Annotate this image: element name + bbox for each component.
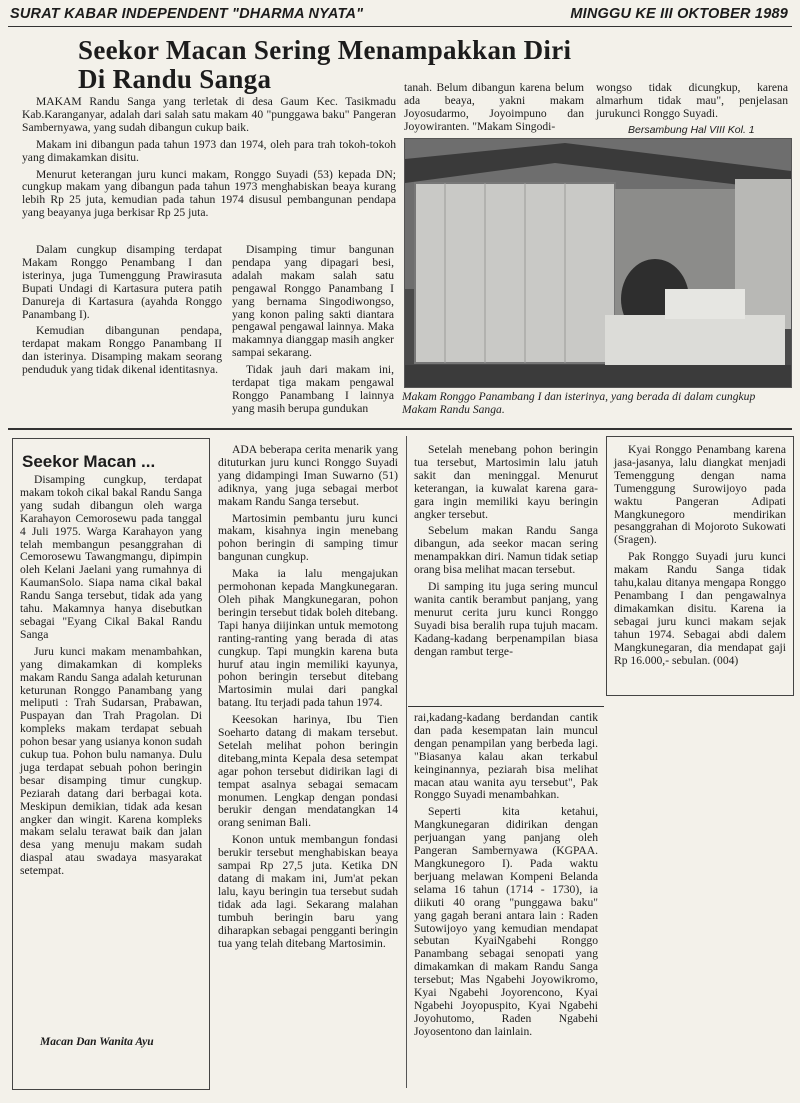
paragraph: Dalam cungkup disamping terdapat Makam Ronggo Penambang I dan isterinya, juga Tumenggung Prawirasuta Bupati Undagi di Kartasura putera patih Danureja di Kartasura (ayahda Ronggo Panambang I). <box>22 243 222 321</box>
section-divider <box>8 428 792 430</box>
tomb-photo <box>404 138 792 388</box>
top-column-2 <box>232 244 394 420</box>
paragraph: rai,kadang-kadang berdandan cantik dan pada kesempatan lain muncul dengan penampilan yang berbeda lagi. "Biasanya kalau akan terkabul keinginannya, peziarah bisa melihat macan atau wanita ayu tersebut", Pak Ronggo Suyadi menambahkan. <box>414 711 598 802</box>
paragraph: Disamping cungkup, terdapat makam tokoh cikal bakal Randu Sanga yang sudah dibangun oleh warga Karahayon Cemorosewu pada tanggal 4 Juli 1975. Warga Karahayon yang telah membangun pesanggrahan di Cemorosewu Tawangmangu, dipimpin oleh Kelani Jaelani yang rumahnya di KaumanSolo. Siapa nama cikal bakal Randu Sanga tersebut, tidak ada yang tahu. Makamnya hanya disebutkan sebagai "Eyang Cikal Bakal Randu Sanga <box>20 473 202 641</box>
paragraph: Makam ini dibangun pada tahun 1973 dan 1974, oleh para trah tokoh-tokoh yang dimakamkan disitu. <box>22 137 396 164</box>
paragraph: Setelah menebang pohon beringin tua tersebut, Martosimin lalu jatuh sakit dan meninggal. Menurut keterangan, ia kuwalat karena gara-gara ingin memiliki kayu beringin angker tersebut. <box>414 443 598 521</box>
tomb-photo-illustration <box>405 139 791 387</box>
continued-note: Bersambung Hal VIII Kol. 1 <box>628 124 755 136</box>
masthead-rule <box>8 26 792 27</box>
section2-column-4 <box>614 444 786 671</box>
paragraph: Disamping timur bangunan pendapa yang dipagari besi, adalah makam salah satu pengawal Ronggo Panambang I yang bernama Singodiwongso, yang konon paling sakti diantara pengawal pengawal lainnya. Maka makamnya dianggap masih angker sampai sekarang. <box>232 243 394 360</box>
paragraph: Seperti kita ketahui, Mangkunegaran didirikan dengan perjuangan yang panjang oleh Pangeran Sambernyawa (KGPAA. Mangkunegoro I). Pada waktu berjuang melawan Kompeni Belanda selama 16 tahun (1714 - 1730), ia diikuti 40 orang "punggawa baku" yang gagah berani antara lain : Raden Sutowijoyo yang kemudian mendapat sebutan KyaiNgabehi Ronggo Panambang sebagai senopati yang dimakamkan di makam Randu Sanga tersebut; Mas Ngabehi Joyowikromo, Kyai Ngabehi Joyorencono, Kyai Ngabehi Joyopuspito, Kyai Ngabehi Joyohutomo, Raden Ngabehi Joyosentono dan lainlain. <box>414 805 598 1038</box>
paragraph: Pak Ronggo Suyadi juru kunci makam Randu Sanga tidak tahu,kalau ditanya mengapa Ronggo Penambang I dan pengawalnya dimakamkan disitu. Karena ia sebagai juru kunci makam sejak tahun 1974. Sebagai abdi dalem Mangkunegaran, dia mendapat gaji Rp 16.000,- sebulan. (004) <box>614 550 786 667</box>
masthead-paper-name: SURAT KABAR INDEPENDENT "DHARMA NYATA" <box>10 6 364 22</box>
headline-line1: Seekor Macan Sering Menampakkan Diri <box>78 35 572 65</box>
top-column-1 <box>22 244 222 381</box>
column-rule <box>406 436 407 1088</box>
paragraph: Tidak jauh dari makam ini, terdapat tiga makam pengawal Ronggo Panambang I lainnya yang masih berupa gundukan <box>232 363 394 415</box>
paragraph: Sebelum makan Randu Sanga dibangun, ada seekor macan sering menampakkan diri. Namun tidak setiap orang bisa melihat macan tersebut. <box>414 524 598 577</box>
section2-column-3-top <box>414 444 598 663</box>
paragraph: wongso tidak dicungkup, karena almarhum tidak mau", penjelasan jurukunci Ronggo Suyadi. <box>596 81 788 120</box>
top-intro-column <box>22 96 396 224</box>
paragraph: Juru kunci makam menambahkan, yang dimakamkan di kompleks makam Randu Sanga adalah keturunan keturunan Ronggo Panambang yang meliputi : Trah Sudarsan, Prabawan, Puspayan dan Trah Pragolan. Di kompleks makam terdapat sebuah pohon besar yang usianya konon sudah cukup tua. Pohon bulu namanya. Dulu juga terdapat sebuah pohon beringin besar disamping timur cungkup. Peziarah datang dari berbagai kota. Meskipun demikian, tidak ada kesan angker dan wingit. Karena kompleks makam selalu terawat baik dan jalan desa yang menuju makam sudah diaspal atau swadaya masyarakat setempat. <box>20 644 202 878</box>
section2-column-3-bottom <box>414 712 598 1043</box>
paragraph: ADA beberapa cerita menarik yang dituturkan juru kunci Ronggo Suyadi yang didampingi Iman Suwarno (51) adiknya, yang juga sebagai merbot makam Randu Sanga tersebut. <box>218 443 398 508</box>
paragraph: Di samping itu juga sering muncul wanita cantik berambut panjang, yang menurut cerita juru kunci Ronggo Suyadi bisa beralih rupa tujuh macam. Kadang-kadang berpenampilan biasa dengan rambut terge- <box>414 580 598 658</box>
paragraph: Keesokan harinya, Ibu Tien Soeharto datang di makam tersebut. Setelah melihat pohon beringin ditebang,minta Kepala desa setempat agar pohon tersebut didirikan lagi di tempat asalnya sebagai semacam monumen. Lengkap dengan pondasi berukir dengan mendatangkan 14 orang seniman Bali. <box>218 713 398 830</box>
photo-caption: Makam Ronggo Panambang I dan isterinya, yang berada di dalam cungkup Makam Randu Sanga. <box>402 390 756 416</box>
section2-title: Seekor Macan ... <box>22 452 156 471</box>
section2-column-1 <box>20 474 202 882</box>
column-3-divider <box>408 706 604 707</box>
top-column-4 <box>596 82 788 125</box>
top-column-3 <box>404 82 584 138</box>
masthead-date: MINGGU KE III OKTOBER 1989 <box>570 6 788 22</box>
paragraph: Konon untuk membangun fondasi berukir tersebut menghabiskan beaya sampai Rp 27,5 juta. Ketika DN datang di makam ini, Jum'at pekan lalu, kayu beringin tua tersebut sudah tidak ada lagi. Sekarang malahan tumbuh beringin baru yang diharapkan sebagai pengganti beringin tua yang telah ditebang Martosimin. <box>218 833 398 950</box>
paragraph: MAKAM Randu Sanga yang terletak di desa Gaum Kec. Tasikmadu Kab.Karanganyar, adalah dari salah satu makam 40 "punggawa baku" Pangeran Sambernyawa, yang sudah dibangun cukup baik. <box>22 95 396 134</box>
paragraph: tanah. Belum dibangun karena belum ada beaya, yakni makam Joyosudarmo, Joyoimpuno dan Joyowiranten. "Makam Singodi- <box>404 81 584 133</box>
section2-subheading: Macan Dan Wanita Ayu <box>40 1036 154 1048</box>
paragraph: Menurut keterangan juru kunci makam, Ronggo Suyadi (53) kepada DN; cungkup makam yang dibangun pada tahun 1973 menghabiskan beaya kurang lebih Rp 25 juta, kemudian pada tahun 1974 disusul pembangunan pendapa yang beayanya juga berkisar Rp 25 juta. <box>22 167 396 220</box>
section2-column-2 <box>218 444 398 954</box>
paragraph: Kyai Ronggo Penambang karena jasa-jasanya, lalu diangkat menjadi Temenggung dengan nama Tumenggung Surowijoyo pada waktu Pangeran Adipati Mangkunegoro mendirikan pesanggrahan di Mojoroto Sukowati (Sragen). <box>614 443 786 547</box>
paragraph: Maka ia lalu mengajukan permohonan kepada Mangkunegaran. Oleh pihak Mangkunegaran, pohon beringin tersebut tidak boleh ditebang. Tapi hanya diijinkan untuk memotong ranting-ranting yang berada di atas cungkup. Tapi mungkin karena buta huruf atau ingin memiliki kayunya, pohon beringin tersebut ditebang Martosimin mulai dari pangkal batang. Itu terjadi pada tahun 1974. <box>218 567 398 710</box>
paragraph: Martosimin pembantu juru kunci makam, kisahnya ingin menebang pohon beringin di samping timur bangunan cungkup. <box>218 511 398 564</box>
paragraph: Kemudian dibangunan pendapa, terdapat makam Ronggo Panambang II dan isterinya. Disamping makam seorang penduduk yang tidak dikenal identitasnya. <box>22 324 222 377</box>
headline-line2: Di Randu Sanga <box>78 64 272 94</box>
